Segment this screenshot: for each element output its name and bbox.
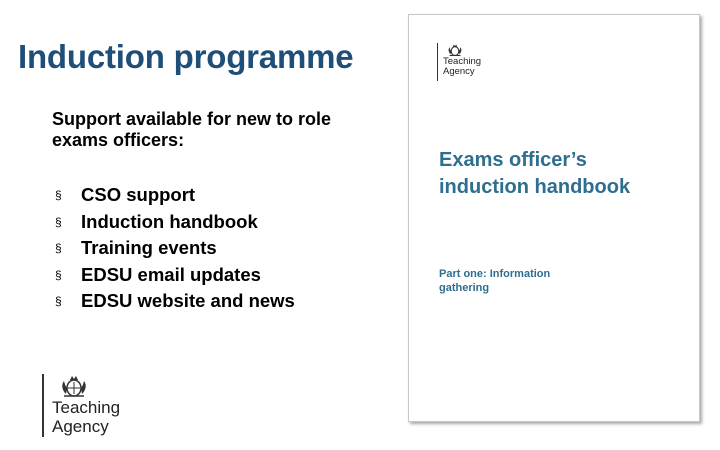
list-item (55, 235, 295, 262)
list-item (55, 288, 295, 315)
cover-logo-line1: Teaching (443, 56, 482, 67)
cover-subtitle: Part one: Information gathering (439, 268, 551, 294)
royal-crest-icon (52, 374, 96, 398)
royal-crest-icon (443, 43, 467, 57)
list-item (55, 209, 295, 236)
intro-text: Support available for new to role exams officers: (52, 109, 332, 150)
slide-title: Induction programme (18, 38, 354, 75)
bullet-icon: § (55, 241, 62, 255)
bullet-icon: § (55, 214, 62, 229)
cover-logo-divider (437, 43, 438, 81)
list-item-text: CSO support (81, 184, 196, 205)
logo-text-line2: Agency (52, 417, 109, 436)
list-item-text: EDSU website and news (81, 290, 295, 311)
list-item-text: Training events (81, 237, 217, 258)
logo-divider (42, 374, 44, 437)
handbook-cover (408, 14, 700, 422)
list-item (55, 262, 295, 289)
bullet-icon: § (55, 294, 62, 308)
list-item-text: EDSU email updates (81, 263, 261, 285)
teaching-agency-logo (42, 374, 142, 437)
bullet-icon: § (55, 188, 62, 202)
cover-title: Exams officer’s induction handbook (439, 149, 631, 198)
cover-logo (437, 43, 493, 81)
list-item-text: Induction handbook (81, 210, 258, 232)
list-item (55, 182, 295, 209)
logo-text-line1: Teaching (52, 398, 121, 417)
support-list (55, 182, 295, 315)
cover-logo-line2: Agency (443, 66, 475, 77)
bullet-icon: § (55, 267, 62, 282)
